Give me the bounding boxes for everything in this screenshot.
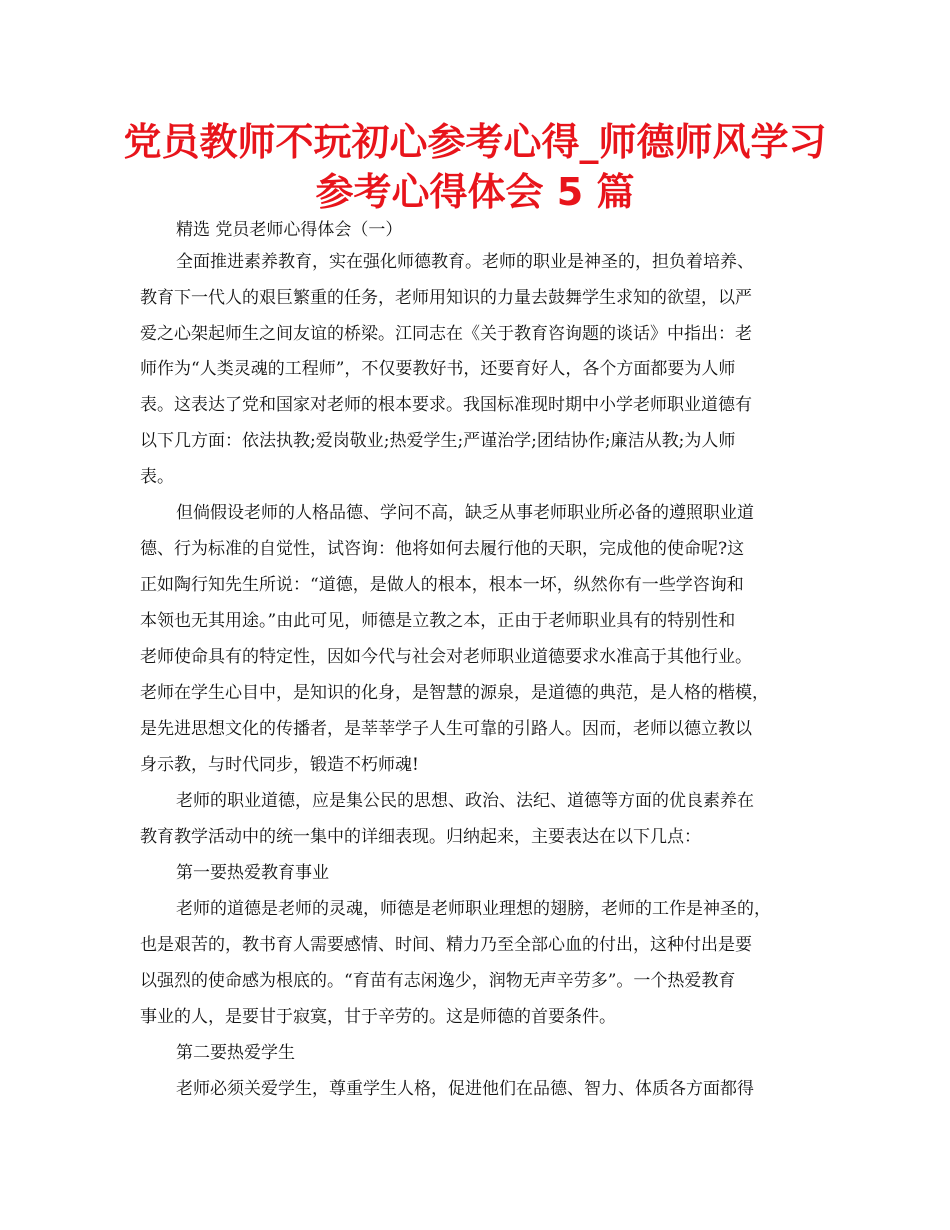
document-title-line-1: 党员教师不玩初心参考心得_师德师风学习 <box>123 120 827 164</box>
paragraph-line: 也是艰苦的，教书育人需要感情、时间、精力乃至全部心血的付出，这种付出是要 <box>140 935 752 955</box>
paragraph-line: 老师的道德是老师的灵魂，师德是老师职业理想的翅膀，老师的工作是神圣的， <box>176 899 771 919</box>
paragraph-line: 身示教，与时代同步，锻造不朽师魂! <box>140 755 419 775</box>
paragraph-line: 本领也无其用途。”由此可见，师德是立教之本，正由于老师职业具有的特别性和 <box>140 611 736 631</box>
section-heading-1: 精选 党员老师心得体会（一） <box>176 220 403 240</box>
paragraph-line: 事业的人，是要甘于寂寞，甘于辛劳的。这是师德的首要条件。 <box>140 1007 616 1027</box>
paragraph-line: 老师在学生心目中，是知识的化身，是智慧的源泉，是道德的典范，是人格的楷模， <box>140 683 769 703</box>
paragraph-line: 以强烈的使命感为根底的。“育苗有志闲逸少，润物无声辛劳多”。一个热爱教育 <box>140 971 736 991</box>
paragraph-line: 表。这表达了党和国家对老师的根本要求。我国标准现时期中小学老师职业道德有 <box>140 395 752 415</box>
paragraph-line: 老师的职业道德，应是集公民的思想、政治、法纪、道德等方面的优良素养在 <box>176 791 754 811</box>
document-title-line-2: 参考心得体会 5 篇 <box>315 170 635 214</box>
paragraph-line: 教育教学活动中的统一集中的详细表现。归纳起来，主要表达在以下几点： <box>140 827 701 847</box>
paragraph-line: 但倘假设老师的人格品德、学问不高，缺乏从事老师职业所必备的遵照职业道 <box>176 503 754 523</box>
paragraph-line: 表。 <box>140 467 174 487</box>
paragraph-line: 以下几方面：依法执教;爱岗敬业;热爱学生;严谨治学;团结协作;廉洁从教;为人师 <box>140 431 736 451</box>
section-heading-2: 第一要热爱教育事业 <box>176 863 329 883</box>
paragraph-line: 老师使命具有的特定性，因如今代与社会对老师职业道德要求水准高于其他行业。 <box>140 647 752 667</box>
paragraph-line: 正如陶行知先生所说：“道德，是做人的根本，根本一坏，纵然你有一些学咨询和 <box>140 575 744 595</box>
paragraph-line: 是先进思想文化的传播者，是莘莘学子人生可靠的引路人。因而，老师以德立教以 <box>140 719 752 739</box>
paragraph-line: 老师必须关爱学生，尊重学生人格，促进他们在品德、智力、体质各方面都得 <box>176 1079 754 1099</box>
section-heading-3: 第二要热爱学生 <box>176 1043 295 1063</box>
paragraph-line: 德、行为标准的自觉性，试咨询：他将如何去履行他的天职，完成他的使命呢?这 <box>140 539 745 559</box>
paragraph-line: 全面推进素养教育，实在强化师德教育。老师的职业是神圣的，担负着培养、 <box>176 252 754 272</box>
paragraph-line: 爱之心架起师生之间友谊的桥梁。江同志在《关于教育咨询题的谈话》中指出：老 <box>140 324 752 344</box>
paragraph-line: 师作为“人类灵魂的工程师”，不仅要教好书，还要育好人，各个方面都要为人师 <box>140 359 736 379</box>
paragraph-line: 教育下一代人的艰巨繁重的任务，老师用知识的力量去鼓舞学生求知的欲望，以严 <box>140 288 752 308</box>
